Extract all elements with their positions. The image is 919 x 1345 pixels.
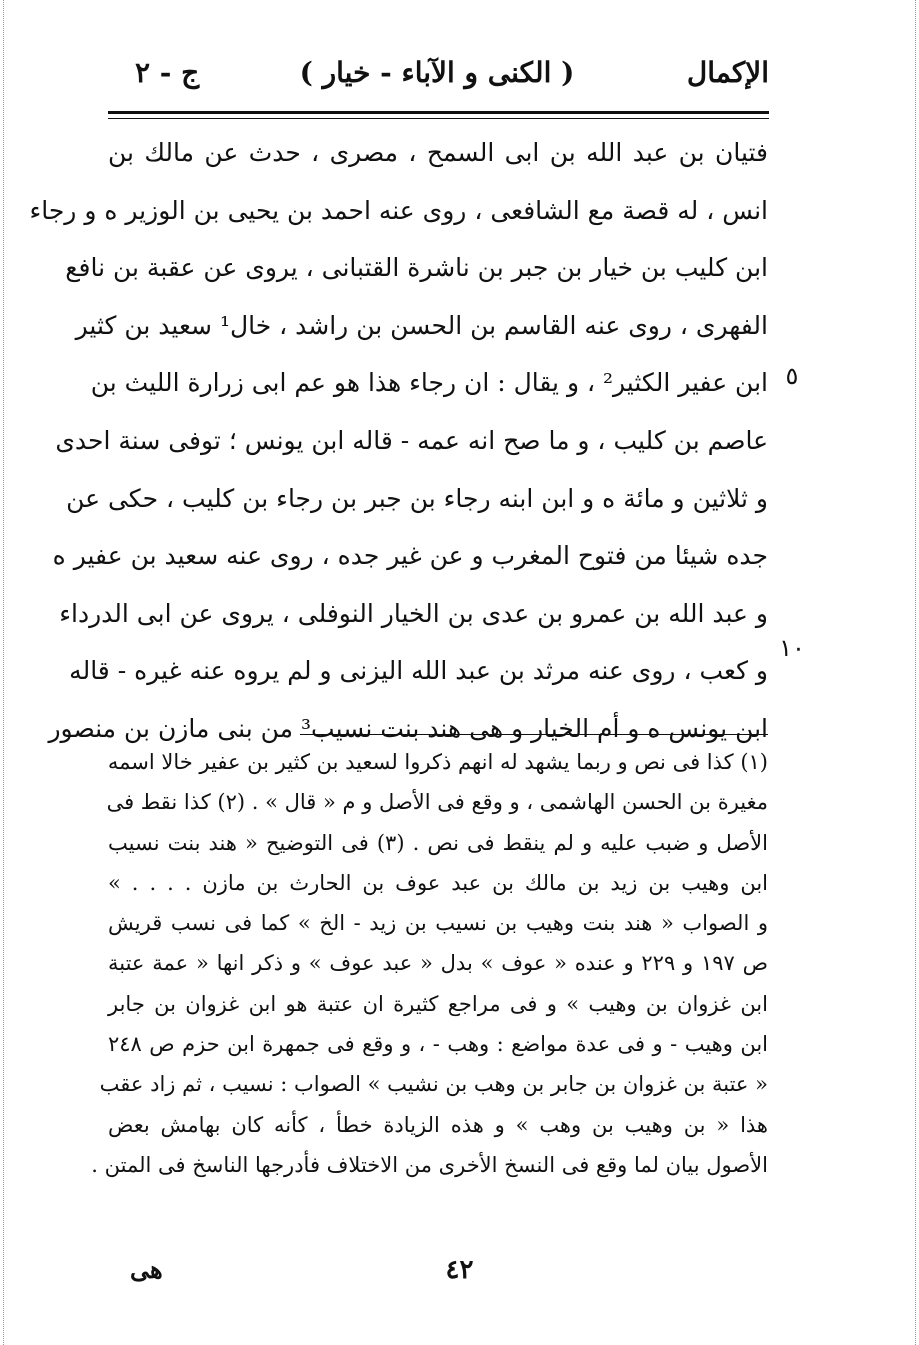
header-rule-thin (108, 118, 769, 119)
volume-label: ج - ٢ (135, 56, 200, 89)
footnotes (91, 742, 768, 1185)
text-line: عاصم بن كليب ، و ما صح انه عمه - قاله ابن يونس ؛ توفى سنة احدى (55, 425, 768, 455)
page-edge-left (3, 0, 4, 1345)
footnote-line: الأصل و ضبب عليه و لم ينقط فى نص . (٣) فى التوضيح « هند بنت نسيب (108, 830, 768, 855)
footnote-line: « عتبة بن غزوان بن جابر بن وهب بن نشيب » الصواب : نسيب ، ثم زاد عقب (99, 1072, 768, 1097)
text-line: و ثلاثين و مائة ه و ابن ابنه رجاء بن جبر بن رجاء بن كليب ، حكى عن (66, 483, 768, 513)
footnote-line: هذا « بن وهيب بن وهب » و هذه الزيادة خطأ ، كأنه كان بهامش بعض (108, 1112, 768, 1137)
line-number-5: ٥ (785, 362, 799, 390)
text-line: ابن كليب بن خيار بن جبر بن ناشرة القتبانى ، يروى عن عقبة بن نافع (65, 253, 768, 283)
text-line: و عبد الله بن عمرو بن عدى بن الخيار النوفلى ، يروى عن ابى الدرداء (59, 598, 768, 628)
text-line: و كعب ، روى عنه مرثد بن عبد الله اليزنى و لم يروه عنه غيره - قاله (69, 656, 768, 686)
footnote-line: مغيرة بن الحسن الهاشمى ، و وقع فى الأصل و م « قال » . (٢) كذا نقط فى (106, 790, 768, 815)
footnote-separator (300, 734, 768, 735)
footnote-line: ابن وهيب - و فى عدة مواضع : وهب - ، و وقع فى جمهرة ابن حزم ص ٢٤٨ (108, 1032, 768, 1057)
book-title: الإكمال (686, 56, 769, 89)
footnote-line: الأصول بيان لما وقع فى النسخ الأخرى من الاختلاف فأدرجها الناسخ فى المتن . (91, 1152, 768, 1177)
page-edge-right (915, 0, 916, 1345)
page-number: ٤٢ (445, 1255, 474, 1285)
footnote-line: ابن غزوان بن وهيب » و فى مراجع كثيرة ان عتبة هو ابن غزوان بن جابر (108, 991, 768, 1016)
text-line: انس ، له قصة مع الشافعى ، روى عنه احمد بن يحيى بن الوزير ه و رجاء (29, 195, 768, 225)
text-line: الفهرى ، روى عنه القاسم بن الحسن بن راشد ، خال¹ سعيد بن كثير (75, 310, 768, 340)
signature-mark: هى (130, 1255, 163, 1284)
header-rule-thick (108, 111, 769, 114)
line-number-10: ١٠ (779, 634, 805, 662)
footnote-line: ابن وهيب بن زيد بن مالك بن عبد عوف بن الحارث بن مازن . . . . » (108, 870, 768, 895)
text-line: ابن يونس ه و أم الخيار و هى هند بنت نسيب³ من بنى مازن بن منصور (48, 713, 768, 743)
text-line: فتيان بن عبد الله بن ابى السمح ، مصرى ، حدث عن مالك بن (108, 138, 768, 167)
running-header (105, 56, 769, 100)
text-line: ابن عفير الكثير² ، و يقال : ان رجاء هذا هو عم ابى زرارة الليث بن (90, 368, 768, 398)
footnote-line: و الصواب « هند بنت وهيب بن نسيب بن زيد - الخ » كما فى نسب قريش (108, 911, 768, 936)
text-line: جده شيئا من فتوح المغرب و عن غير جده ، روى عنه سعيد بن عفير ه (52, 541, 768, 571)
section-title: ( الكنى و الآباء - خيار ) (299, 56, 575, 89)
footnote-line: (١) كذا فى نص و ربما يشهد له انهم ذكروا لسعيد بن كثير بن عفير خالا اسمه (107, 750, 768, 774)
main-text (29, 124, 768, 758)
footnote-line: ص ١٩٧ و ٢٢٩ و عنده « عوف » بدل « عبد عوف » و ذكر انها « عمة عتبة (108, 951, 768, 976)
